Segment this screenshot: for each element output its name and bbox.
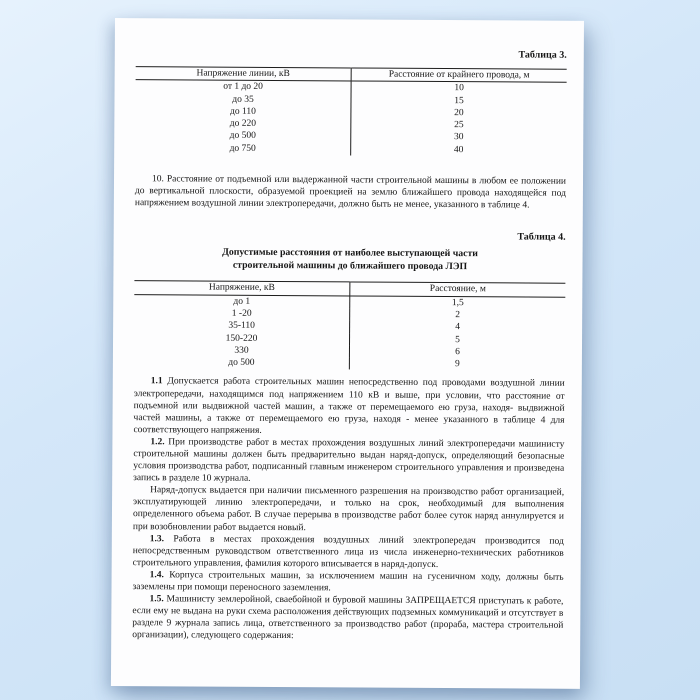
table4-title-line2: строительной машины до ближайшего провода ЛЭП	[232, 260, 468, 273]
distance-cell: 25	[454, 120, 464, 131]
paragraph-1-3	[133, 533, 564, 572]
clause-text: Работа в местах прохождения воздушных линий электропередач производится под непосредственным руководством ответственного лица из числа инженерно-технических работников строительного управления, фамилия которого вписывается в наряд-допуск.	[132, 534, 564, 570]
table3-col1-header: Напряжение линии, кВ	[136, 67, 352, 82]
voltage-cell: до 110	[135, 105, 351, 119]
table4-col2-header: Расстояние, м	[350, 282, 566, 297]
distance-cell: 9	[454, 359, 460, 370]
table4-col1-header: Напряжение, кВ	[134, 281, 350, 296]
table3-caption: Таблица 3.	[518, 49, 567, 61]
clause-text: Машинисту землеройной, сваебойной и буровой машины ЗАПРЕЩАЕТСЯ приступать к работе, если ему не выдана на руки схема расположения действующих подземных коммуникаций и отсутствует в разделе 9 журнала запись лица, ответственного за производство работ (прораба, мастера строительной организации), следующего содержания:	[132, 594, 564, 642]
voltage-cell: до 500	[135, 130, 351, 144]
paragraph-1-4	[132, 569, 563, 596]
distance-cell: 1,5	[451, 297, 464, 308]
document-page	[111, 18, 584, 689]
table4-caption: Таблица 4.	[517, 231, 566, 244]
clauses-section	[132, 376, 565, 645]
clause-text: Наряд-допуск выдается при наличии письменного разрешения на производство работ организацией, эксплуатирующей линию электропередачи, и только на срок, необходимый для выполнения определенного объема работ. В случае перерыва в производстве работ более суток наряд аннулируется и при возобновлении работ выдается новый.	[132, 485, 565, 533]
table4-title-line1: Допустимые расстояния от наиболее выступающей части	[222, 247, 479, 260]
voltage-cell: до 750	[135, 142, 351, 156]
table-row	[134, 356, 565, 371]
voltage-cell: 1 -20	[134, 307, 350, 321]
distance-cell: 10	[454, 83, 464, 94]
voltage-cell: до 500	[134, 356, 350, 370]
voltage-cell: от 1 до 20	[136, 80, 352, 94]
distance-cell: 15	[454, 95, 464, 106]
distance-cell: 5	[455, 334, 460, 345]
paragraph-naryad-dopusk	[133, 484, 564, 535]
table-row	[135, 142, 566, 157]
clause-number: 1.3.	[149, 533, 165, 544]
paragraph-10: 10. Расстояние от подъемной или выдержанной части строительной машины в любом ее положении до вертикальной плоскости, образуемой проекцией на землю ближайшего провода находящейся под напряжением воздушной линии электропередачи, должно быть не менее, указанного в таблице 4.	[134, 174, 567, 211]
table3	[135, 66, 567, 157]
clause-number: 1.2.	[150, 437, 165, 448]
voltage-cell: до 220	[135, 117, 351, 131]
distance-cell: 40	[453, 144, 464, 155]
table4-title	[134, 245, 565, 274]
paragraph-1-1	[133, 376, 564, 439]
clause-text: При производстве работ в местах прохождения воздушных линий электропередачи машинисту строительной машины должен быть предварительно выдан наряд-допуск, определяющий безопасные условия производства работ, подписанный главным инженером строительного управления и произведена запись в разделе 10 журнала.	[133, 437, 565, 485]
voltage-cell: 150-220	[134, 332, 350, 346]
distance-cell: 30	[453, 132, 464, 143]
voltage-cell: 330	[134, 344, 350, 358]
voltage-cell: 35-110	[134, 319, 350, 333]
voltage-cell: до 35	[135, 93, 351, 107]
distance-cell: 6	[455, 346, 460, 357]
distance-cell: 2	[455, 310, 461, 321]
clause-text: Корпуса строительных машин, за исключением машин на гусеничном ходу, должны быть заземлены при помощи переносного заземления.	[132, 570, 564, 594]
clause-number: 1.4.	[149, 570, 164, 581]
clause-number: 1.5.	[149, 594, 164, 605]
clause-number: 1.1	[150, 376, 163, 387]
table3-col2-header: Расстояние от крайнего провода, м	[351, 68, 567, 83]
clause-text: Допускается работа строительных машин непосредственно под проводами воздушной линии электропередачи, находящимся под напряжением 110 кВ и выше, при условии, что расстояние от подъемной или выдвижной частей машин, а также от перемещаемого ею груза, находя- выдвижной частей машины, а также от перемещаемого ею груза, находя - менее указанного в таблице 4 для соответствующего напряжения.	[133, 376, 565, 436]
paragraph-1-2	[133, 436, 564, 487]
voltage-cell: до 1	[134, 294, 350, 308]
paragraph-1-5	[132, 593, 563, 644]
distance-cell: 4	[455, 322, 461, 333]
table4	[134, 280, 566, 371]
distance-cell: 20	[454, 107, 464, 119]
